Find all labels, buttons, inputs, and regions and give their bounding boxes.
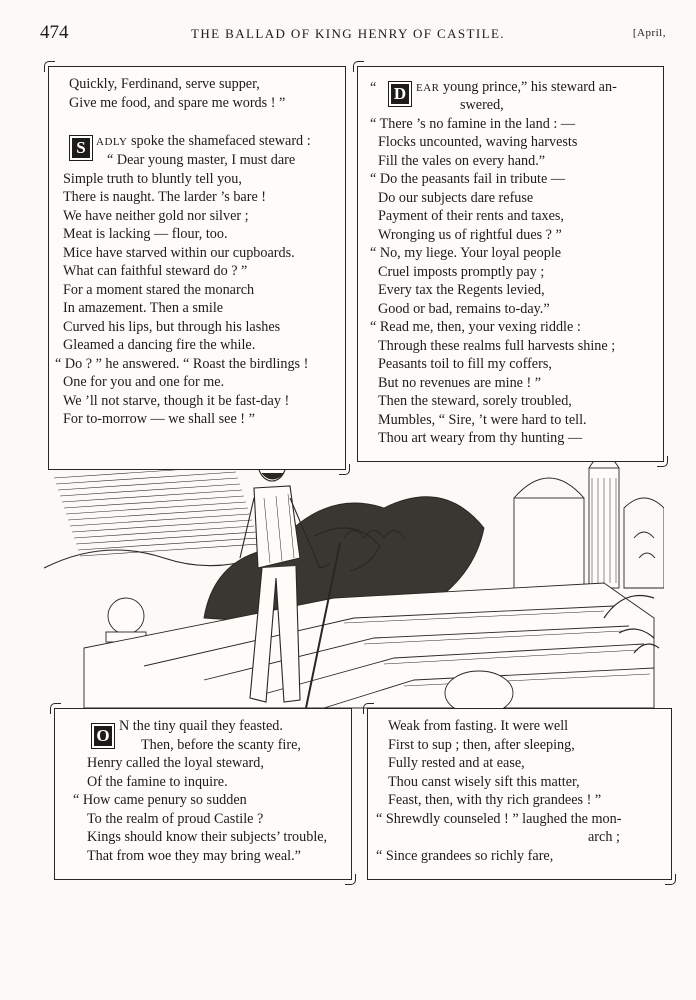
scroll-panel-top-left	[48, 66, 346, 470]
verse-line: Thou canst wisely sift this matter,	[388, 774, 580, 790]
verse-line: Give me food, and spare me words ! ”	[69, 95, 286, 111]
verse-line: Cruel imposts promptly pay ;	[378, 264, 545, 280]
verse-line: Then, before the scanty fire,	[141, 737, 301, 753]
pavilion	[514, 456, 664, 599]
drop-cap-o: O	[91, 723, 115, 749]
verse-line: “ There ’s no famine in the land : —	[370, 116, 576, 132]
verse-line: We ’ll not starve, though it be fast-day !	[63, 393, 290, 409]
verse-line: There is naught. The larder ’s bare !	[63, 189, 267, 205]
verse-line: Payment of their rents and taxes,	[378, 208, 564, 224]
verse-line: “ Do ? ” he answered. “ Roast the birdlings !	[55, 356, 309, 372]
verse-line: That from woe they may bring weal.”	[87, 848, 301, 864]
verse-line: What can faithful steward do ? ”	[63, 263, 248, 279]
verse-line: In amazement. Then a smile	[63, 300, 224, 316]
drop-cap-s: S	[69, 135, 93, 161]
verse-line: Good or bad, remains to-day.”	[378, 301, 550, 317]
verse-line: Through these realms full harvests shine ;	[378, 338, 616, 354]
verse-line: “ Read me, then, your vexing riddle :	[370, 319, 581, 335]
verse-line: Mice have starved within our cupboards.	[63, 245, 295, 261]
verse-line: Fill the vales on every hand.”	[378, 153, 546, 169]
verse-line: “ Do the peasants fail in tribute —	[370, 171, 566, 187]
terrace-steps	[84, 583, 654, 708]
verse-line: Thou art weary from thy hunting —	[378, 430, 583, 446]
verse-line: “ Since grandees so richly fare,	[376, 848, 554, 864]
verse-line: Simple truth to bluntly tell you,	[63, 171, 242, 187]
verse-line: Weak from fasting. It were well	[388, 718, 569, 734]
verse-line: Mumbles, “ Sire, ’t were hard to tell.	[378, 412, 587, 428]
verse-line: “ How came penury so sudden	[73, 792, 247, 808]
running-header	[0, 22, 696, 46]
verse-line: Quickly, Ferdinand, serve supper,	[69, 76, 260, 92]
verse-line: Then the steward, sorely troubled,	[378, 393, 572, 409]
month-label: [April,	[632, 27, 666, 39]
verse-line: “ Shrewdly counseled ! ” laughed the mon-	[376, 811, 622, 827]
verse-line: Meat is lacking — flour, too.	[63, 226, 228, 242]
open-quote: “	[370, 80, 377, 96]
verse-line: Of the famine to inquire.	[87, 774, 228, 790]
verse-line: Curved his lips, but through his lashes	[63, 319, 281, 335]
verse-line: ADLY spoke the shamefaced steward :	[96, 133, 311, 149]
verse-line: Kings should know their subjects’ trouble,	[87, 829, 328, 845]
verse-line: Gleamed a dancing fire the while.	[63, 337, 256, 353]
verse-line: We have neither gold nor silver ;	[63, 208, 249, 224]
verse-line: But no revenues are mine ! ”	[378, 375, 542, 391]
verse-line: Feast, then, with thy rich grandees ! ”	[388, 792, 602, 808]
verse-line: For to-morrow — we shall see ! ”	[63, 411, 255, 427]
verse-line: Do our subjects dare refuse	[378, 190, 534, 206]
verse-line: “ Dear young master, I must dare	[107, 152, 296, 168]
verse-line: Peasants toil to fill my coffers,	[378, 356, 552, 372]
verse-line: arch ;	[588, 829, 620, 845]
verse-line: For a moment stared the monarch	[63, 282, 255, 298]
verse-line: Fully rested and at ease,	[388, 755, 525, 771]
verse-line: Every tax the Regents levied,	[378, 282, 545, 298]
verse-line: EAR young prince,” his steward an-	[416, 79, 617, 95]
verse-line: “ No, my liege. Your loyal people	[370, 245, 562, 261]
verse-line: First to sup ; then, after sleeping,	[388, 737, 575, 753]
page-title: THE BALLAD OF KING HENRY OF CASTILE.	[191, 26, 505, 41]
verse-line: swered,	[460, 97, 504, 113]
verse-line: To the realm of proud Castile ?	[87, 811, 264, 827]
sky-hatching	[54, 466, 260, 556]
stone-ball-left	[108, 598, 144, 634]
verse-line: Wronging us of rightful dues ? ”	[378, 227, 562, 243]
page-number: 474	[40, 22, 69, 43]
scroll-panel-bottom-left	[54, 708, 352, 880]
verse-line: Henry called the loyal steward,	[87, 755, 264, 771]
scroll-panel-bottom-right	[367, 708, 672, 880]
verse-line: Flocks uncounted, waving harvests	[378, 134, 578, 150]
verse-line: One for you and one for me.	[63, 374, 225, 390]
scroll-panel-top-right	[357, 66, 664, 462]
drop-cap-d: D	[388, 81, 412, 107]
verse-line: N the tiny quail they feasted.	[119, 718, 283, 734]
